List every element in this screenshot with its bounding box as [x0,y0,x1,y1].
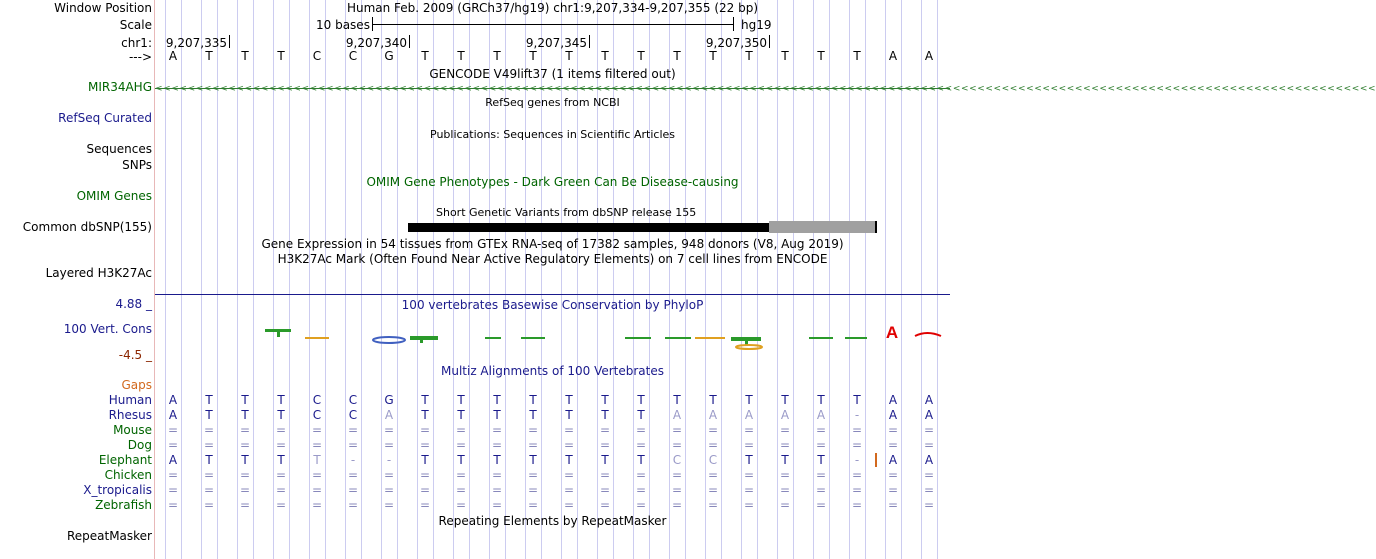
alignment-base: = [923,468,935,482]
alignment-base: = [563,423,575,437]
alignment-base: = [491,483,503,497]
alignment-base: T [529,408,537,422]
elephant-insertion-mark [875,453,877,467]
alignment-base: = [743,423,755,437]
alignment-base: = [743,498,755,512]
alignment-base: T [457,393,465,407]
alignment-base: = [347,468,359,482]
alignment-base: T [457,408,465,422]
reference-base: T [709,49,717,63]
species-label-zebrafish[interactable]: Zebrafish [95,498,152,512]
alignment-base: T [313,453,321,467]
alignment-base: C [708,453,718,467]
reference-base: T [565,49,573,63]
alignment-base: = [743,468,755,482]
label-scale: Scale [119,18,152,32]
alignment-base: = [671,423,683,437]
alignment-base: T [421,408,429,422]
cons-track-baseline [155,294,950,295]
phylop-bar [420,338,423,343]
reference-base: T [529,49,537,63]
label-strand-arrow: ---> [128,50,152,64]
alignment-base: A [168,408,178,422]
species-label-dog[interactable]: Dog [127,438,152,452]
track-label-dbsnp[interactable]: Common dbSNP(155) [22,220,152,234]
reference-base: A [924,49,934,63]
alignment-base: = [527,438,539,452]
ruler-tick [769,35,770,48]
alignment-base: = [887,498,899,512]
phylop-bar [625,337,651,339]
alignment-base: T [637,393,645,407]
alignment-base: = [815,438,827,452]
alignment-base: = [923,438,935,452]
phylop-bar [277,331,280,337]
alignment-base: T [205,408,213,422]
reference-base: T [277,49,285,63]
alignment-base: = [347,423,359,437]
ruler-tick [409,35,410,48]
alignment-base: C [348,408,358,422]
alignment-base: = [491,438,503,452]
alignment-base: = [599,498,611,512]
alignment-base: = [383,498,395,512]
alignment-base: = [527,498,539,512]
alignment-base: T [493,408,501,422]
alignment-base: = [311,438,323,452]
alignment-base: C [312,408,322,422]
alignment-base: = [239,438,251,452]
track-label-refseq[interactable]: RefSeq Curated [58,111,152,125]
multiz-track-title: Multiz Alignments of 100 Vertebrates [440,364,665,378]
alignment-base: = [311,468,323,482]
alignment-base: T [601,408,609,422]
alignment-base: A [924,453,934,467]
alignment-base: = [599,483,611,497]
alignment-base: = [275,438,287,452]
alignment-base: = [167,498,179,512]
alignment-base: = [275,423,287,437]
reference-base: C [312,49,322,63]
alignment-base: = [455,438,467,452]
reference-base: A [888,49,898,63]
scale-bar-right-cap [733,17,734,31]
alignment-base: = [419,498,431,512]
phylop-bar [305,337,329,339]
track-label-cons[interactable]: 100 Vert. Cons [63,322,152,336]
alignment-base: T [529,453,537,467]
phylop-track-title: 100 vertebrates Basewise Conservation by PhyloP [401,298,704,312]
alignment-base: G [384,393,394,407]
alignment-base: = [779,423,791,437]
alignment-base: = [203,438,215,452]
alignment-base: = [815,483,827,497]
alignment-base: = [815,468,827,482]
alignment-base: A [816,408,826,422]
alignment-base: T [457,453,465,467]
track-label-repeatmasker[interactable]: RepeatMasker [66,529,152,543]
alignment-base: T [277,393,285,407]
alignment-base: = [563,438,575,452]
dbsnp-track-title: Short Genetic Variants from dbSNP release 155 [436,206,697,219]
alignment-base: - [350,453,356,467]
dbsnp-feature-bar-gray[interactable] [769,221,877,233]
alignment-base: A [888,453,898,467]
publications-track-title: Publications: Sequences in Scientific Articles [430,128,675,141]
ruler-coordinate: 9,207,350 [705,36,767,50]
track-label-gaps[interactable]: Gaps [121,378,152,392]
species-label-x_tropicalis[interactable]: X_tropicalis [83,483,152,497]
alignment-base: = [203,498,215,512]
alignment-base: = [851,483,863,497]
reference-base: T [601,49,609,63]
phylop-bar [695,337,725,339]
alignment-base: = [203,423,215,437]
alignment-base: T [421,453,429,467]
alignment-base: T [781,453,789,467]
omim-track-title: OMIM Gene Phenotypes - Dark Green Can Be Disease-causing [366,175,739,189]
alignment-base: = [887,438,899,452]
reference-base: T [637,49,645,63]
alignment-base: = [419,483,431,497]
alignment-base: = [599,423,611,437]
alignment-base: T [529,393,537,407]
alignment-base: = [923,498,935,512]
alignment-base: T [565,453,573,467]
alignment-base: = [635,468,647,482]
reference-base: T [673,49,681,63]
alignment-base: = [671,438,683,452]
reference-base: T [457,49,465,63]
reference-base: A [168,49,178,63]
alignment-base: = [599,468,611,482]
alignment-base: = [455,423,467,437]
alignment-base: = [347,483,359,497]
alignment-base: = [707,498,719,512]
alignment-base: = [635,498,647,512]
alignment-base: = [455,468,467,482]
alignment-base: = [743,438,755,452]
alignment-base: = [815,498,827,512]
dbsnp-feature-bar[interactable] [408,223,769,232]
alignment-base: A [168,453,178,467]
alignment-base: = [599,438,611,452]
species-label-human[interactable]: Human [108,393,152,407]
alignment-base: = [887,423,899,437]
assembly-text: hg19 [741,18,772,32]
alignment-base: = [743,483,755,497]
alignment-base: = [419,423,431,437]
alignment-base: T [565,393,573,407]
alignment-base: T [241,393,249,407]
alignment-base: = [563,468,575,482]
reference-base: T [745,49,753,63]
alignment-base: = [383,423,395,437]
alignment-base: = [671,468,683,482]
alignment-base: T [601,393,609,407]
alignment-base: = [239,498,251,512]
track-label-mir34ahg[interactable]: MIR34AHG [87,80,152,94]
window-position-text: Human Feb. 2009 (GRCh37/hg19) chr1:9,207,334-9,207,355 (22 bp) [346,1,759,15]
alignment-base: = [851,438,863,452]
track-image[interactable] [155,0,1376,559]
reference-base: T [493,49,501,63]
alignment-base: T [493,453,501,467]
alignment-base: T [421,393,429,407]
alignment-base: = [707,438,719,452]
alignment-base: = [707,468,719,482]
alignment-base: T [493,393,501,407]
alignment-base: T [277,453,285,467]
alignment-base: T [565,408,573,422]
species-label-rhesus[interactable]: Rhesus [108,408,152,422]
alignment-base: T [637,453,645,467]
alignment-base: = [275,483,287,497]
alignment-base: T [241,408,249,422]
phylop-bar [521,337,545,339]
alignment-base: = [419,438,431,452]
alignment-base: C [348,393,358,407]
alignment-base: = [635,438,647,452]
alignment-base: = [563,498,575,512]
alignment-base: = [203,483,215,497]
gtex-track-title: Gene Expression in 54 tissues from GTEx RNA-seq of 17382 samples, 948 donors (V8, Aug 2019) [261,237,844,251]
alignment-base: = [527,423,539,437]
cons-max-label: 4.88 _ [115,297,152,311]
alignment-base: T [745,393,753,407]
alignment-base: T [781,393,789,407]
ruler-coordinate: 9,207,345 [525,36,587,50]
alignment-base: = [491,468,503,482]
reference-base: T [853,49,861,63]
track-label-omim[interactable]: OMIM Genes [76,189,152,203]
alignment-base: = [779,498,791,512]
alignment-base: = [635,483,647,497]
alignment-base: A [672,408,682,422]
alignment-base: = [779,438,791,452]
alignment-base: = [923,483,935,497]
alignment-base: A [780,408,790,422]
alignment-base: A [744,408,754,422]
alignment-base: = [671,483,683,497]
alignment-base: = [491,423,503,437]
alignment-base: = [347,498,359,512]
phylop-wiggle [155,322,950,362]
track-labels-panel [0,0,155,559]
phylop-bar [373,337,405,343]
phylop-bar: A [885,323,899,342]
phylop-bar [809,337,833,339]
reference-base: T [817,49,825,63]
track-label-sequences[interactable]: Sequences [86,142,152,156]
alignment-base: - [854,408,860,422]
alignment-base: T [637,408,645,422]
alignment-base: = [455,498,467,512]
alignment-base: = [635,423,647,437]
alignment-base: = [527,483,539,497]
phylop-bar [485,337,501,339]
gencode-track-title: GENCODE V49lift37 (1 items filtered out) [429,67,676,81]
reference-base: C [348,49,358,63]
alignment-base: = [383,483,395,497]
alignment-base: = [311,498,323,512]
alignment-base: = [527,468,539,482]
alignment-base: T [277,408,285,422]
species-label-mouse[interactable]: Mouse [113,423,152,437]
alignment-base: = [815,423,827,437]
alignment-base: A [168,393,178,407]
alignment-base: = [383,468,395,482]
alignment-base: = [239,483,251,497]
alignment-base: = [275,468,287,482]
phylop-bar [410,336,438,340]
species-label-chicken[interactable]: Chicken [104,468,152,482]
repeatmasker-track-title: Repeating Elements by RepeatMasker [438,514,667,528]
refseq-track-title: RefSeq genes from NCBI [485,96,620,109]
mir34ahg-gene-feature[interactable]: <<<<<<<<<<<<<<<<<<<<<<<<<<<<<<<<<<<<<<<<<<<<<<<<<<<<<<<<<<<<<<<<<<<<<<<<<<<<<<<<<<<<<<<<<<<<<<<<<<<<<<<<<<<<<<<<<<<<<<<<<<<<<<<<<<<<<<<<<<<<<<<<<<<<<< [155,84,1376,94]
alignment-base: A [708,408,718,422]
alignment-base: = [671,498,683,512]
alignment-base: = [239,468,251,482]
alignment-base: A [924,393,934,407]
alignment-base: T [817,393,825,407]
alignment-base: = [167,483,179,497]
alignment-base: = [419,468,431,482]
alignment-base: = [923,423,935,437]
reference-base: T [241,49,249,63]
cons-min-label: -4.5 _ [118,348,152,362]
alignment-base: T [241,453,249,467]
alignment-base: = [167,468,179,482]
alignment-base: = [887,468,899,482]
alignment-base: = [851,498,863,512]
alignment-base: = [455,483,467,497]
phylop-bar [915,333,941,336]
alignment-base: = [563,483,575,497]
alignment-base: = [779,468,791,482]
alignment-base: = [383,438,395,452]
alignment-base: T [205,393,213,407]
alignment-base: T [709,393,717,407]
ruler-tick [589,35,590,48]
scale-bar-left-cap [372,17,373,31]
track-label-h3k27ac[interactable]: Layered H3K27Ac [45,266,152,280]
reference-base: T [205,49,213,63]
alignment-base: T [205,453,213,467]
alignment-base: C [312,393,322,407]
label-chr: chr1: [121,36,152,50]
alignment-base: A [888,408,898,422]
alignment-base: = [707,483,719,497]
phylop-bar [845,337,867,339]
reference-base: G [384,49,394,63]
alignment-base: = [707,423,719,437]
phylop-bar [736,345,762,349]
h3k27ac-track-title: H3K27Ac Mark (Often Found Near Active Regulatory Elements) on 7 cell lines from ENCODE [277,252,828,266]
alignment-base: A [924,408,934,422]
alignment-base: = [167,438,179,452]
alignment-base: T [745,453,753,467]
alignment-base: = [311,483,323,497]
alignment-base: T [601,453,609,467]
alignment-base: = [779,483,791,497]
scale-bar [373,24,733,25]
ruler-tick [229,35,230,48]
alignment-base: = [275,498,287,512]
reference-base: T [781,49,789,63]
alignment-base: - [386,453,392,467]
alignment-base: = [347,438,359,452]
alignment-base: = [491,498,503,512]
alignment-base: T [673,393,681,407]
alignment-base: C [672,453,682,467]
alignment-base: = [239,423,251,437]
alignment-base: = [203,468,215,482]
alignment-base: = [851,423,863,437]
alignment-base: = [851,468,863,482]
alignment-base: A [384,408,394,422]
phylop-bar [665,337,691,339]
scale-text: 10 bases [316,18,370,32]
track-label-snps[interactable]: SNPs [122,158,152,172]
alignment-base: T [817,453,825,467]
reference-base: T [421,49,429,63]
alignment-base: = [311,423,323,437]
label-window-position: Window Position [54,1,152,15]
alignment-base: = [167,423,179,437]
ruler-coordinate: 9,207,335 [165,36,227,50]
alignment-base: A [888,393,898,407]
ruler-coordinate: 9,207,340 [345,36,407,50]
alignment-base: T [853,393,861,407]
alignment-base: = [887,483,899,497]
species-label-elephant[interactable]: Elephant [98,453,152,467]
alignment-base: - [854,453,860,467]
